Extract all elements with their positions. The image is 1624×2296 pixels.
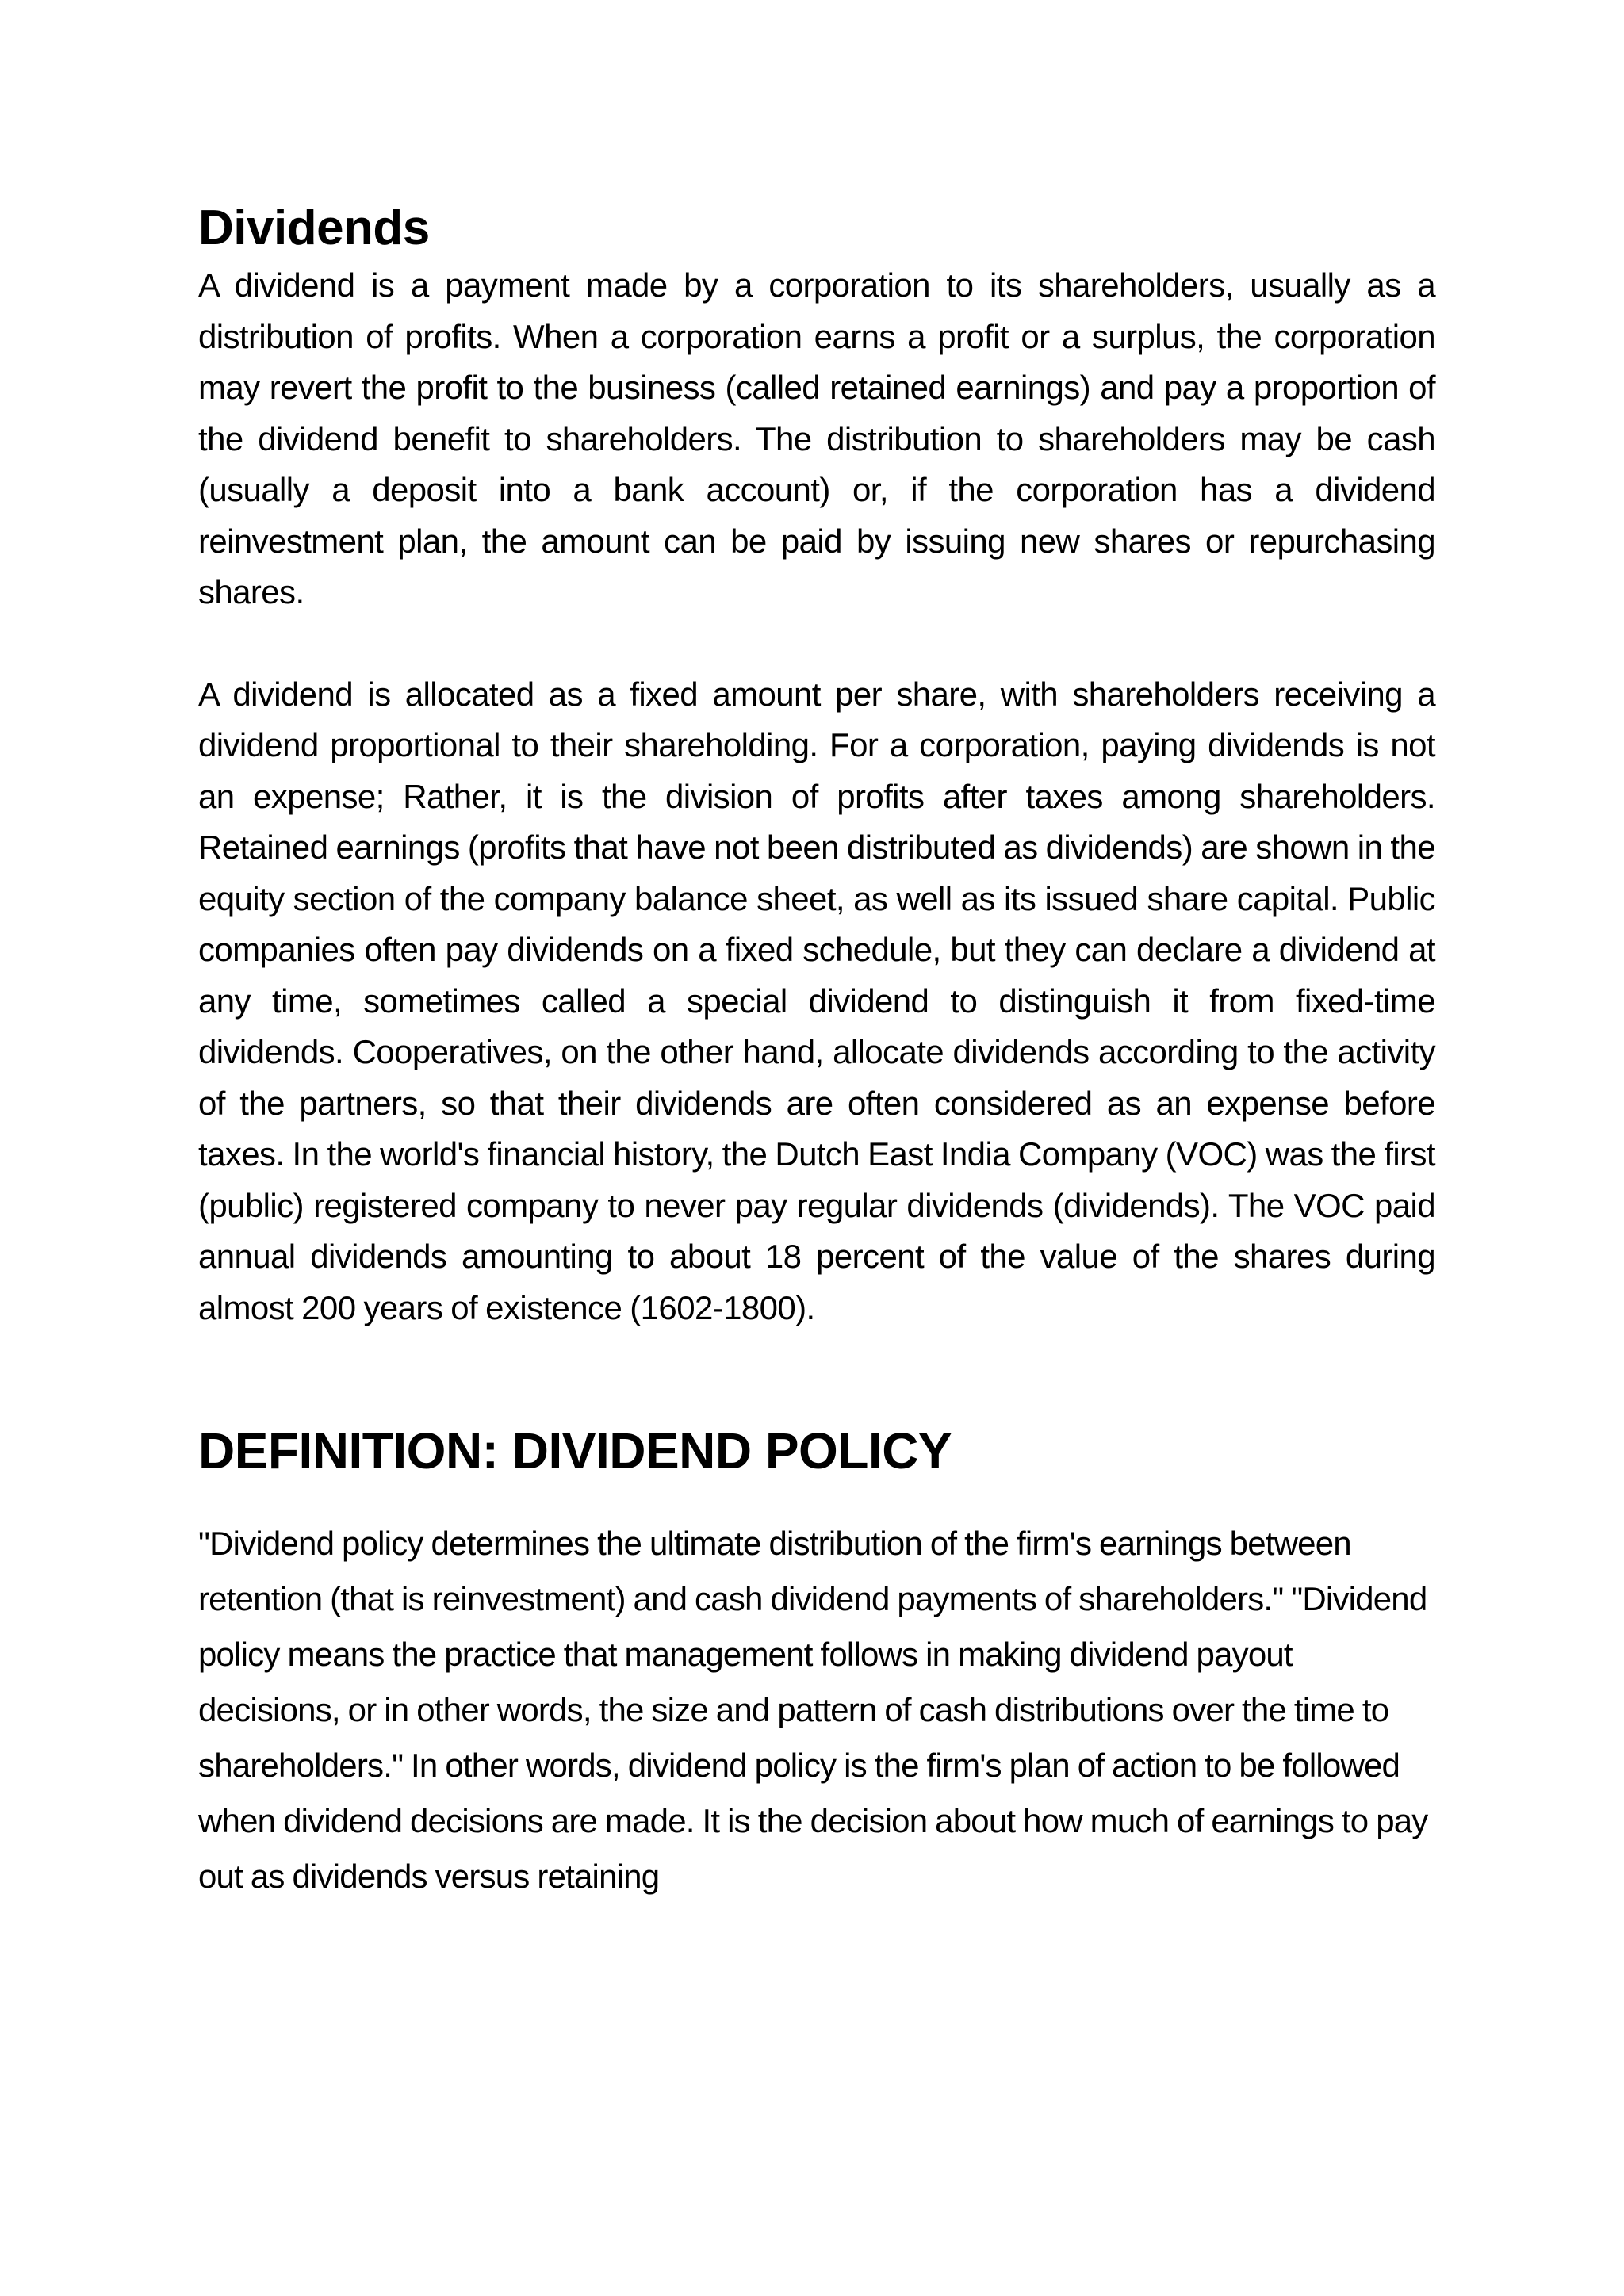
dividends-section <box>198 200 1435 1334</box>
dividends-paragraph-2: A dividend is allocated as a fixed amount per share, with shareholders receiving a dividend proportional to their shareholding. For a corporation, paying dividends is not an expense; Rather, it is the division of profits after taxes among shareholders. Retained earnings (profits that have not been distributed as dividends) are shown in the equity section of the company balance sheet, as well as its issued share capital. Public companies often pay dividends on a fixed schedule, but they can declare a dividend at any time, sometimes called a special dividend to distinguish it from fixed-time dividends. Cooperatives, on the other hand, allocate dividends according to the activity of the partners, so that their dividends are often considered as an expense before taxes. In the world's financial history, the Dutch East India Company (VOC) was the first (public) registered company to never pay regular dividends (dividends). The VOC paid annual dividends amounting to about 18 percent of the value of the shares during almost 200 years of existence (1602-1800). <box>198 675 1435 1326</box>
dividend-policy-section <box>198 1419 1435 1904</box>
document-page <box>198 200 1435 1904</box>
section-title-dividends: Dividends <box>198 201 430 255</box>
dividend-policy-paragraph: "Dividend policy determines the ultimate distribution of the firm's earnings between retention (that is reinvestment) and cash dividend payments of shareholders." "Dividend policy means the practice that management follows in making dividend payout decisions, or in other words, the size and pattern of cash distributions over the time to shareholders." In other words, dividend policy is the firm's plan of action to be followed when dividend decisions are made. It is the decision about how much of earnings to pay out as dividends versus retaining <box>198 1525 1428 1895</box>
section-title-dividend-policy: DEFINITION: DIVIDEND POLICY <box>198 1422 952 1479</box>
dividends-paragraph-1: A dividend is a payment made by a corporation to its shareholders, usually as a distribution of profits. When a corporation earns a profit or a surplus, the corporation may revert the profit to the business (called retained earnings) and pay a proportion of the dividend benefit to shareholders. The distribution to shareholders may be cash (usually a deposit into a bank account) or, if the corporation has a dividend reinvestment plan, the amount can be paid by issuing new shares or repurchasing shares. <box>198 266 1435 610</box>
